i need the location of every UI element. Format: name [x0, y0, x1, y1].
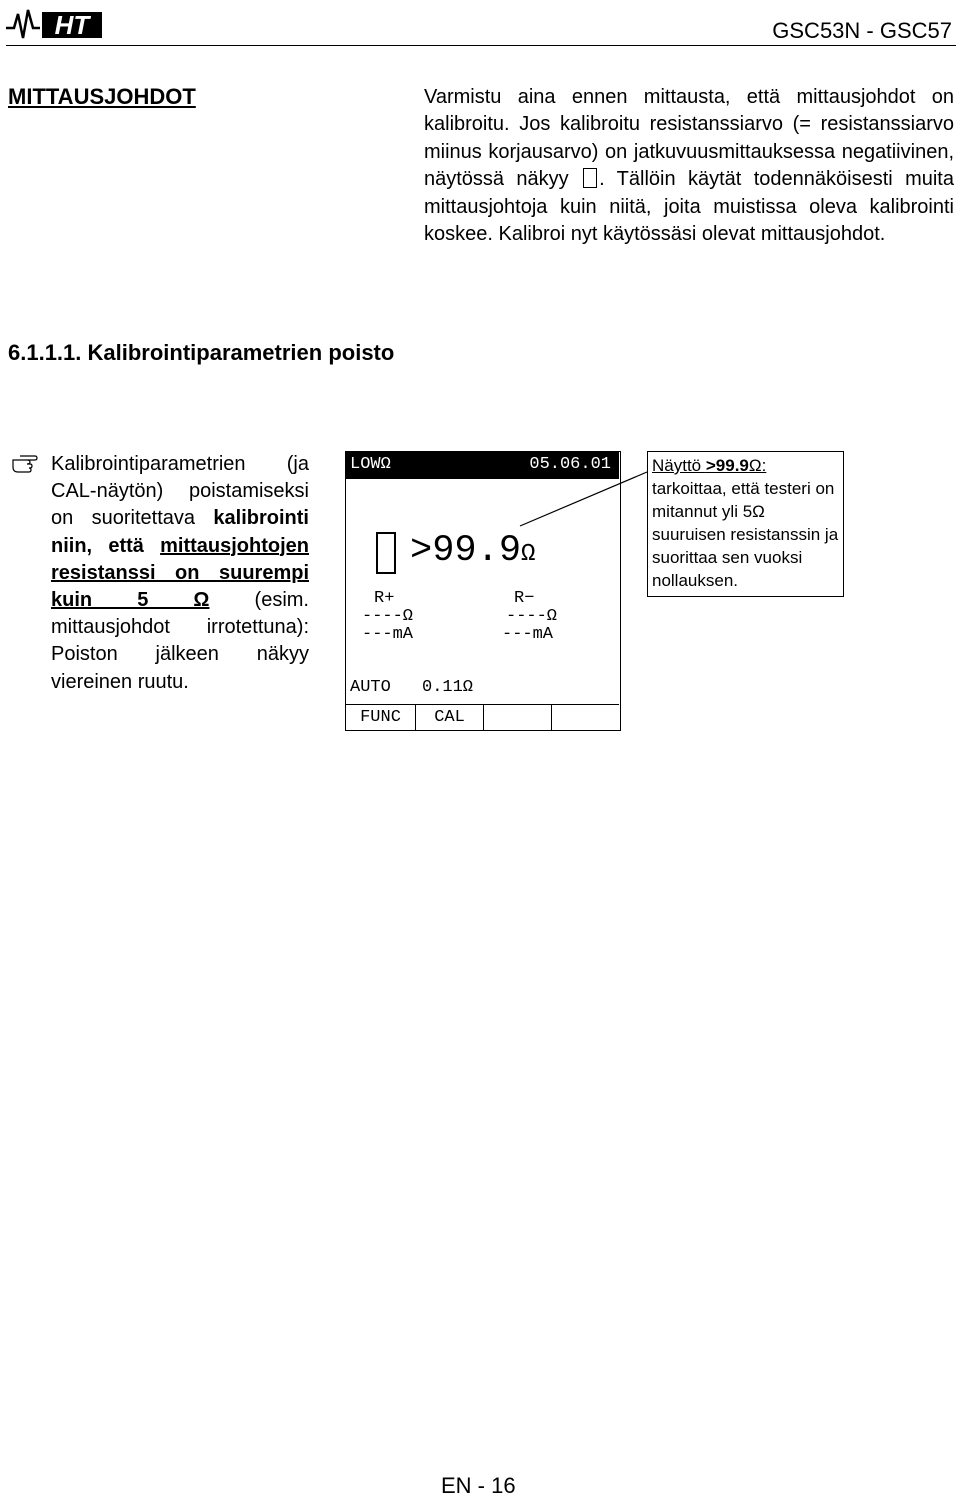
- subheading: 6.1.1.1. Kalibrointiparametrien poisto: [8, 340, 395, 365]
- softkey-cal[interactable]: CAL: [416, 705, 484, 730]
- callout-text: tarkoittaa, että testeri on mitannut yli 5Ω suuruisen resistanssin ja suorittaa sen vuoksi nollauksen.: [652, 479, 839, 590]
- main-value: >99.9: [410, 530, 522, 572]
- section-body-part2: . Tällöin käytät todennäköisesti muita mittausjohtoja kuin niitä, joita muistissa oleva kalibrointi koskee. Kalibroi nyt käytössäsi olevat mittausjohdot.: [424, 168, 954, 246]
- document-code: GSC53N - GSC57: [772, 18, 952, 43]
- page-number: EN - 16: [441, 1473, 516, 1498]
- offset-value: 0.11Ω: [422, 678, 474, 697]
- section-body: [424, 84, 954, 248]
- instruction-text: [51, 451, 309, 696]
- instruction-part1: Kalibrointiparametrien (ja CAL-näytön) poistamiseksi on suoritettava: [51, 453, 309, 530]
- callout-heading-unit: Ω:: [748, 456, 767, 475]
- callout-heading: [652, 454, 839, 477]
- r-plus-ohm: ----Ω: [362, 607, 414, 626]
- instruction-bold-underlined: mittausjohtojen resistanssi on suurempi kuin 5 Ω: [51, 534, 309, 612]
- r-minus-label: R−: [514, 589, 535, 608]
- display-mode: LOWΩ: [350, 455, 391, 474]
- display-date: 05.06.01: [529, 455, 611, 474]
- calibration-symbol-icon: [376, 532, 396, 574]
- r-plus-current: ---mA: [362, 625, 414, 644]
- section-body-part1: Varmistu aina ennen mittausta, että mittausjohdot on kalibroitu. Jos kalibroitu resistanssiarvo (= resistanssiarvo miinus korjausarvo) on jatkuvuusmittauksessa negatiivinen, näytössä näkyy: [424, 86, 954, 191]
- main-unit: Ω: [521, 541, 536, 568]
- r-plus-label: R+: [374, 589, 395, 608]
- callout-box: [647, 451, 844, 597]
- softkey-3[interactable]: [484, 705, 552, 730]
- r-minus-current: ---mA: [502, 625, 554, 644]
- callout-heading-prefix: Näyttö: [652, 456, 706, 475]
- section-title: MITTAUSJOHDOT: [8, 84, 196, 109]
- softkey-bar: [346, 704, 619, 730]
- logo-text: HT: [54, 10, 90, 40]
- calibration-error-symbol-icon: [583, 168, 597, 188]
- r-minus-ohm: ----Ω: [506, 607, 558, 626]
- pointing-hand-icon: [12, 452, 38, 474]
- range-mode: AUTO: [350, 678, 391, 697]
- header-divider: [6, 45, 956, 46]
- ht-logo: [6, 4, 104, 42]
- callout-heading-value: >99.9: [705, 456, 749, 475]
- instruction-part2: (esim. mittausjohdot irrotettuna): Poiston jälkeen näkyy viereinen ruutu.: [51, 589, 309, 693]
- softkey-4[interactable]: [552, 705, 619, 730]
- callout-leader-line: [490, 470, 660, 560]
- softkey-func[interactable]: FUNC: [346, 705, 416, 730]
- instruction-bold: kalibrointi niin, että: [51, 507, 309, 557]
